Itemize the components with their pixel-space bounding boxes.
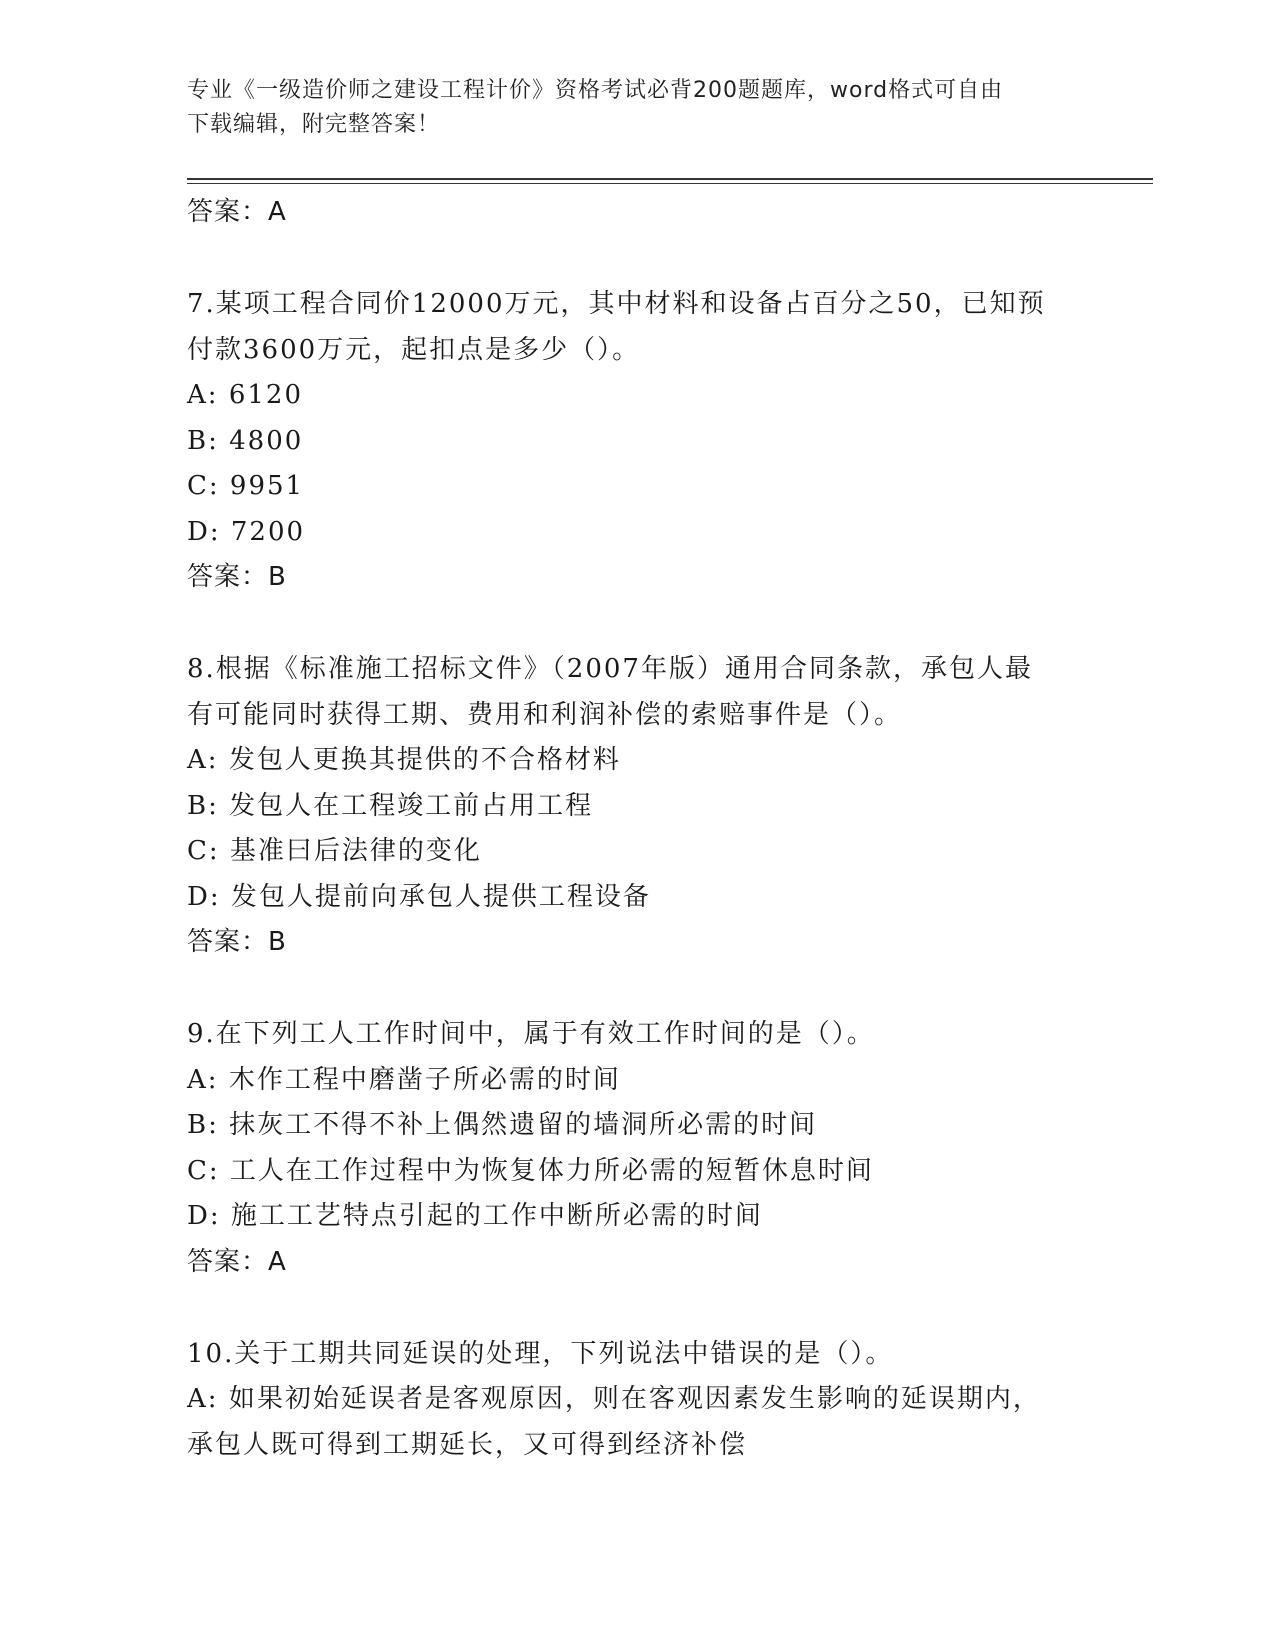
option-d	[187, 510, 1087, 556]
option-a	[187, 1377, 1087, 1423]
option-text: 如果初始延误者是客观原因，则在客观因素发生影响的延误期内，	[228, 1384, 1041, 1414]
option-label: B:	[187, 425, 219, 456]
question-stem	[187, 1012, 1087, 1058]
option-c	[187, 464, 1087, 510]
question-7	[187, 282, 1087, 599]
option-text: 9951	[229, 471, 305, 501]
question-stem	[187, 647, 1087, 738]
document-header	[187, 74, 1067, 142]
option-a	[187, 738, 1087, 784]
option-c	[187, 1149, 1087, 1195]
option-text: 工人在工作过程中为恢复体力所必需的短暂休息时间	[229, 1155, 874, 1186]
question-list	[187, 190, 1087, 1468]
stem-line: 10.关于工期共同延误的处理，下列说法中错误的是（）。	[187, 1338, 894, 1369]
answer-line: 答案：B	[187, 927, 287, 957]
option-label: C:	[187, 836, 220, 866]
option-text: 木作工程中磨凿子所必需的时间	[228, 1064, 621, 1095]
header-line-1: 专业《一级造价师之建设工程计价》资格考试必背200题题库，word格式可自由	[187, 78, 1004, 103]
option-text: 4800	[229, 425, 304, 456]
option-text: 6120	[228, 380, 303, 410]
option-text: 发包人更换其提供的不合格材料	[228, 745, 621, 775]
option-label: A:	[187, 1064, 219, 1095]
question-stem	[187, 1332, 1087, 1378]
option-label: C:	[187, 1155, 220, 1186]
option-b	[187, 419, 1087, 465]
option-a-continuation: 承包人既可得到工期延长，又可得到经济补偿	[187, 1429, 748, 1460]
question-stem	[187, 282, 1087, 373]
option-c	[187, 829, 1087, 875]
option-label: A:	[187, 1384, 219, 1414]
option-b	[187, 1103, 1087, 1149]
question-10	[187, 1332, 1087, 1469]
stem-line: 9.在下列工人工作时间中，属于有效工作时间的是（）。	[187, 1019, 875, 1049]
answer-line: 答案：A	[187, 1246, 287, 1277]
header-line-2: 下载编辑，附完整答案！	[187, 112, 441, 137]
option-text: 抹灰工不得不补上偶然遗留的墙洞所必需的时间	[229, 1110, 818, 1140]
question-9	[187, 1012, 1087, 1284]
stem-line: 7.某项工程合同价12000万元，其中材料和设备占百分之50，已知预	[187, 289, 1046, 319]
option-label: B:	[187, 1110, 219, 1140]
option-label: D:	[187, 516, 221, 547]
stem-line: 付款3600万元，起扣点是多少（）。	[187, 334, 641, 365]
option-d	[187, 875, 1087, 921]
option-d	[187, 1194, 1087, 1240]
option-label: A:	[187, 745, 219, 775]
option-text: 发包人在工程竣工前占用工程	[229, 790, 594, 821]
answer-line: 答案：B	[187, 562, 287, 592]
option-text: 基准曰后法律的变化	[229, 836, 482, 866]
option-b	[187, 784, 1087, 830]
option-text: 发包人提前向承包人提供工程设备	[230, 881, 651, 912]
previous-answer: 答案：A	[187, 197, 287, 227]
header-divider-thin	[187, 183, 1153, 184]
stem-line: 8.根据《标准施工招标文件》（2007年版）通用合同条款，承包人最	[187, 654, 1033, 684]
stem-line: 有可能同时获得工期、费用和利润补偿的索赔事件是（）。	[187, 699, 903, 730]
option-label: C:	[187, 471, 220, 501]
option-label: B:	[187, 790, 219, 821]
option-text: 施工工艺特点引起的工作中断所必需的时间	[230, 1201, 763, 1231]
question-8	[187, 647, 1087, 964]
option-text: 7200	[230, 516, 306, 547]
option-label: D:	[187, 1201, 221, 1231]
header-divider-thick	[187, 178, 1153, 180]
option-label: D:	[187, 881, 221, 912]
option-a	[187, 1058, 1087, 1104]
option-a	[187, 373, 1087, 419]
option-label: A:	[187, 380, 219, 410]
